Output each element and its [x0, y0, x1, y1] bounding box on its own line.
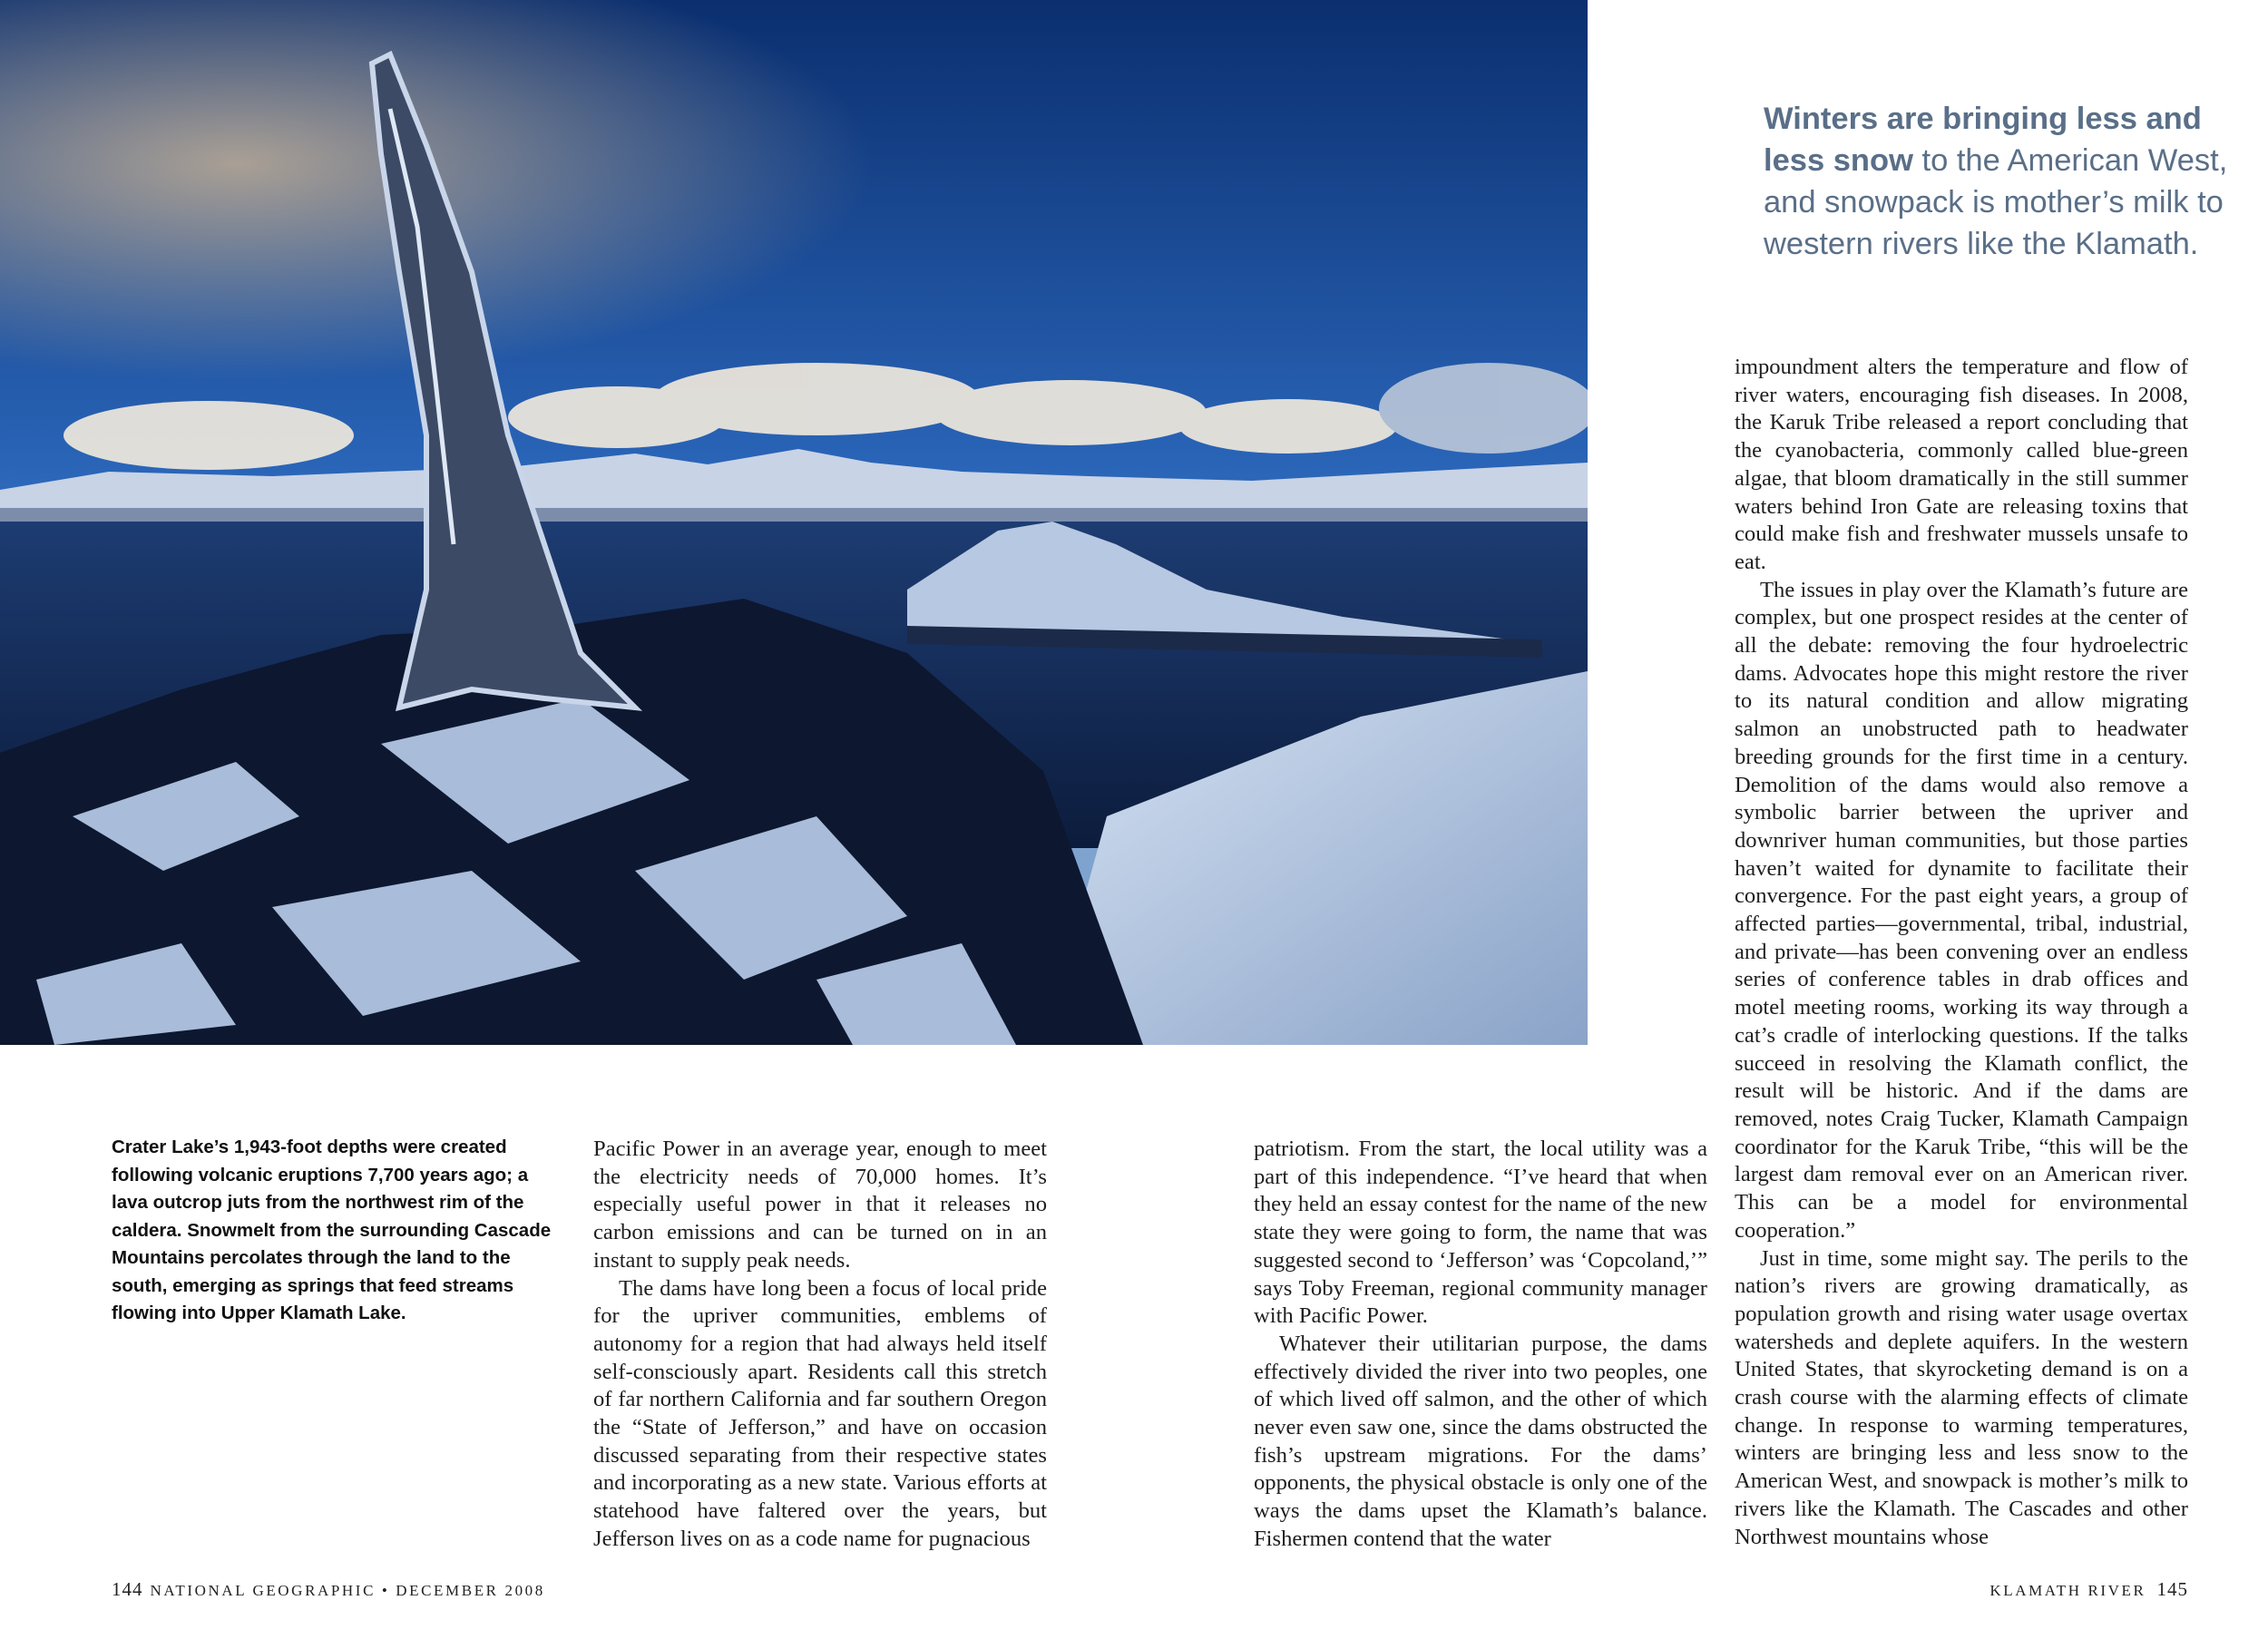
- paragraph: The issues in play over the Klamath’s future are complex, but one prospect resides at the center of all the debate: removing the four hydroelectric dams. Advocates hope this might restore the river to its natural condition and allow migrating salmon an unobstructed path to headwater breeding grounds for the first time in a century. Demolition of the dams would also remove a symbolic barrier between the upriver and downriver human communities, but those parties haven’t waited for dynamite to facilitate their convergence. For the past eight years, a group of affected parties—governmental, tribal, industrial, and private—has been convening over an endless series of conference tables in drab offices and motel meeting rooms, working its way through a cat’s cradle of interlocking questions. If the talks succeed in resolving the Klamath conflict, the result will be historic. And if the dams are removed, notes Craig Tucker, Klamath Campaign coordinator for the Karuk Tribe, “this will be the largest dam removal ever on an American river. This can be a model for environmental cooperation.”: [1735, 577, 2188, 1243]
- paragraph: The dams have long been a focus of local pride for the upriver communities, emblems of autonomy for a region that had always held itself self-consciously apart. Residents call this stretch of far northern California and far southern Oregon the “State of Jefferson,” and have on occasion discussed separating from their respective states and incorporating as a new state. Various efforts at statehood have faltered over the years, but Jefferson lives on as a code name for pugnacious: [593, 1275, 1047, 1551]
- section-title: KLAMATH RIVER: [1989, 1582, 2146, 1599]
- lead-photo: [0, 0, 1588, 1045]
- pull-quote-rest: to the American West, and snowpack is mother’s milk to western rivers like the Klamath.: [1764, 143, 2228, 261]
- text-column-3: [1735, 354, 2188, 1551]
- folio-left: [112, 1578, 545, 1601]
- paragraph: impoundment alters the temperature and flow of river waters, encouraging fish diseases. In 2008, the Karuk Tribe released a report concluding that the cyanobacteria, commonly called blue-green algae, that bloom dramatically in the still summer waters behind Iron Gate are releasing toxins that could make fish and freshwater mussels unsafe to eat.: [1735, 355, 2188, 574]
- paragraph: patriotism. From the start, the local utility was a part of this independence. “I’ve heard that when they held an essay contest for the name of the new state they were going to form, the name that was suggested second to ‘Jefferson’ was ‘Copcoland,’” says Toby Freeman, regional community manager with Pacific Power.: [1254, 1137, 1707, 1329]
- paragraph: Just in time, some might say. The perils to the nation’s rivers are growing dramatically, as population growth and rising water usage overtax watersheds and deplete aquifers. In the western United States, that skyrocketing demand is on a crash course with the alarming effects of climate change. In response to warming temperatures, winters are bringing less and less snow to the American West, and snowpack is mother’s milk to rivers like the Klamath. The Cascades and other Northwest mountains whose: [1735, 1245, 2188, 1549]
- page-number-right: 145: [2156, 1578, 2188, 1600]
- crater-lake-photo: [0, 0, 1588, 1045]
- text-column-2: [1254, 1136, 1707, 1554]
- page-number-left: 144: [112, 1578, 143, 1600]
- paragraph: Whatever their utilitarian purpose, the dams effectively divided the river into two peoples, one of which lived off salmon, and the other of which never even saw one, since the dams obstructed the fish’s upstream migrations. For the dams’ opponents, the physical obstacle is only one of the ways the dams upset the Klamath’s balance. Fishermen contend that the water: [1254, 1331, 1707, 1551]
- publication-line: NATIONAL GEOGRAPHIC • DECEMBER 2008: [150, 1582, 545, 1599]
- paragraph: Pacific Power in an average year, enough to meet the electricity needs of 70,000 homes. It’s especially useful power in that it releases no carbon emissions and can be turned on in an instant to supply peak needs.: [593, 1137, 1047, 1273]
- photo-caption: Crater Lake’s 1,943-foot depths were created following volcanic eruptions 7,700 years ago; a lava outcrop juts from the northwest rim of the caldera. Snowmelt from the surrounding Cascade Mountains percolates through the land to the south, emerging as springs that feed streams flowing into Upper Klamath Lake.: [112, 1137, 552, 1323]
- pull-quote-bold: Winters are bringing less and less snow: [1764, 102, 2202, 178]
- text-column-1: [593, 1136, 1047, 1554]
- pull-quote: [1764, 98, 2235, 265]
- folio-right: [1989, 1578, 2188, 1601]
